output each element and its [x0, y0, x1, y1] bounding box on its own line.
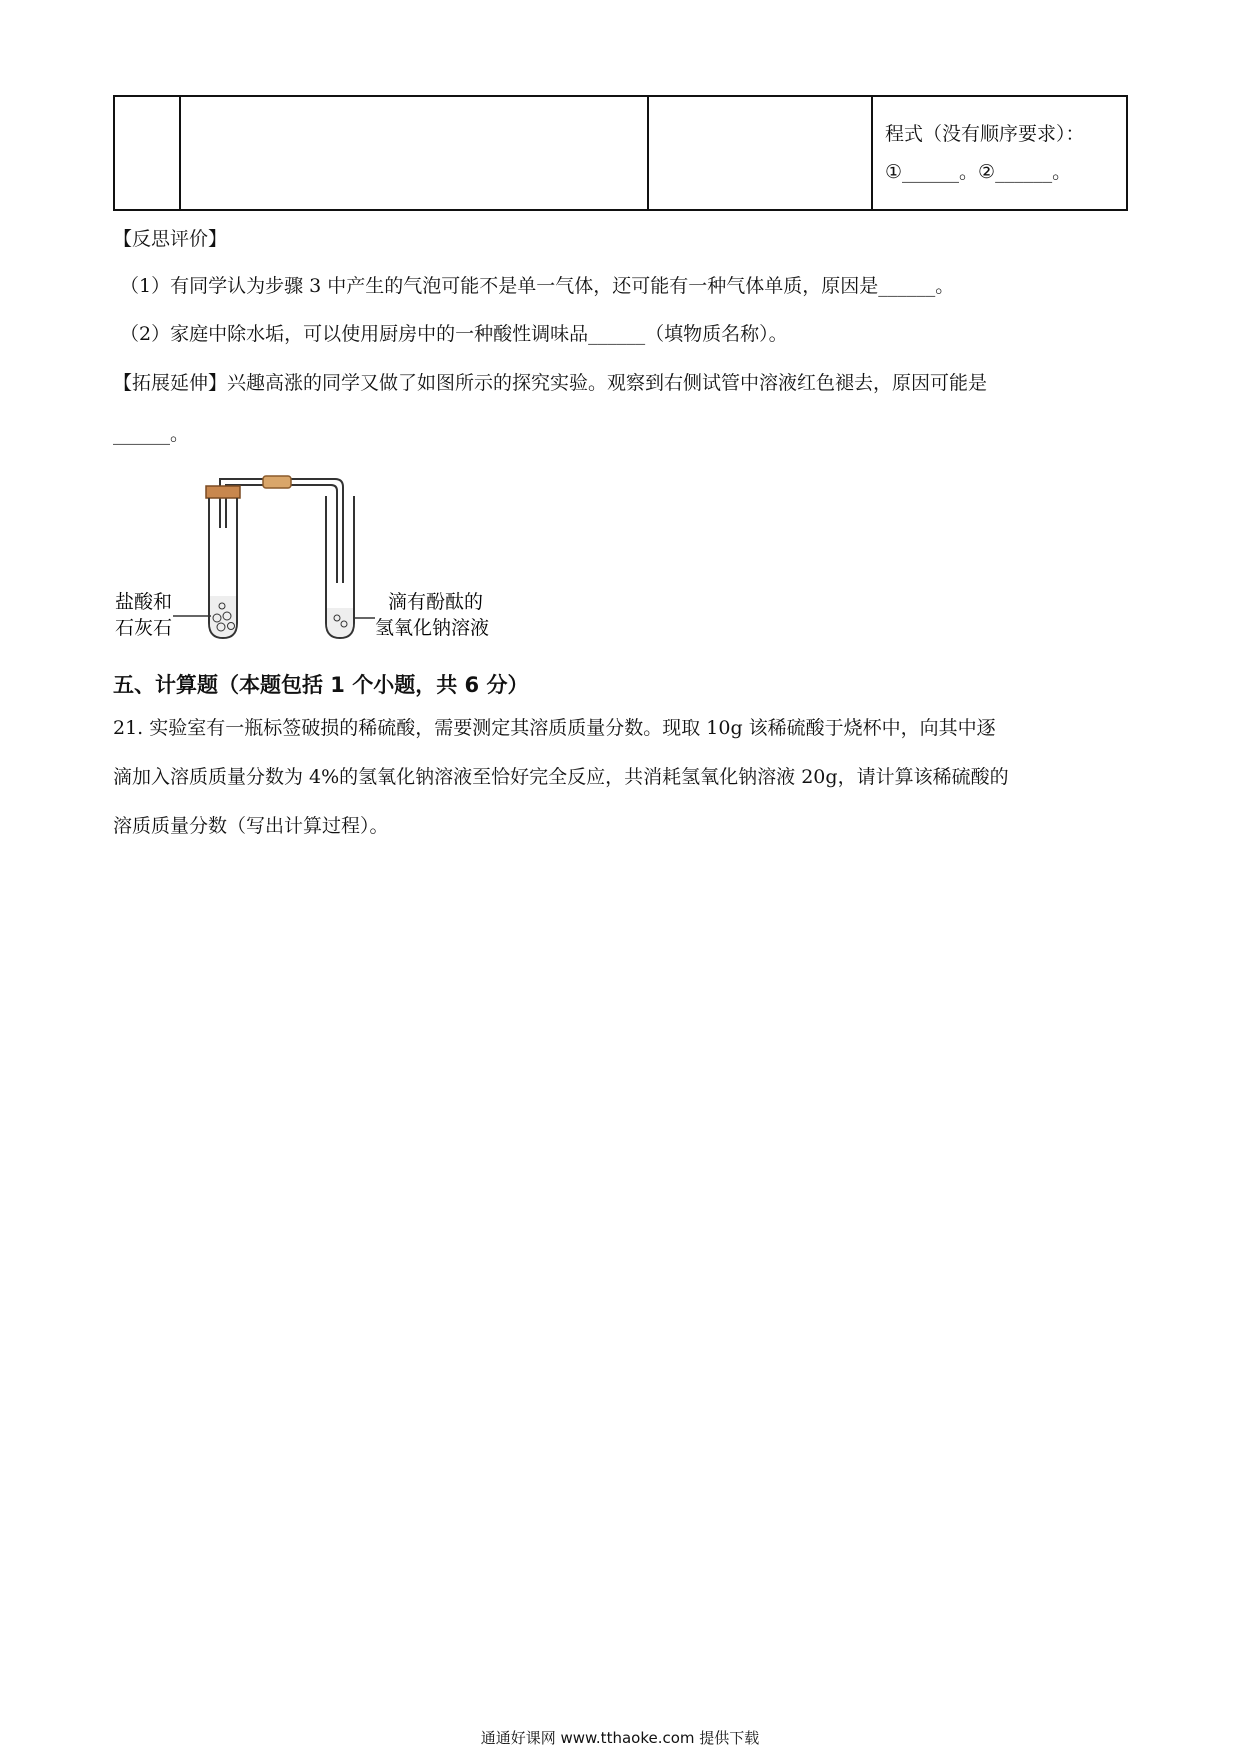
extension-text-1: 【拓展延伸】兴趣高涨的同学又做了如图所示的探究实验。观察到右侧试管中溶液红色褪去，原因可能是: [113, 372, 988, 394]
table-cell-conclusion: [872, 96, 1127, 210]
left-label-2: 石灰石: [115, 617, 173, 639]
stopper-icon: [206, 486, 240, 498]
left-label-1: 盐酸和: [115, 591, 173, 613]
extension-text-2: ______。: [113, 423, 190, 445]
page-footer: 通通好课网 www.tthaoke.com 提供下载: [480, 1729, 760, 1747]
question-21-line-2: 滴加入溶质质量分数为 4%的氢氧化钠溶液至恰好完全反应，共消耗氢氧化钠溶液 20g，请计算该稀硫酸的: [113, 766, 1009, 788]
question-21-line-1: 21. 实验室有一瓶标签破损的稀硫酸，需要测定其溶质质量分数。现取 10g 该稀硫酸于烧杯中，向其中逐: [113, 717, 996, 739]
reflection-heading: 【反思评价】: [113, 228, 228, 250]
question-21-line-3: 溶质质量分数（写出计算过程）。: [113, 815, 389, 837]
right-label-1: 滴有酚酞的: [388, 591, 484, 613]
reflection-question-2: （2）家庭中除水垢，可以使用厨房中的一种酸性调味品______（填物质名称）。: [120, 323, 788, 345]
table-cell-steps: [180, 96, 648, 210]
table-cell-phenomenon: [648, 96, 872, 210]
reflection-question-1: （1）有同学认为步骤 3 中产生的气泡可能不是单一气体，还可能有一种气体单质，原因是______。: [120, 275, 955, 297]
table-cell-number: [114, 96, 180, 210]
conclusion-text-1: 程式（没有顺序要求）：: [885, 123, 1085, 145]
right-label-2: 氢氧化钠溶液: [375, 617, 490, 639]
section-5-heading: 五、计算题（本题包括 1 个小题，共 6 分）: [113, 673, 529, 697]
answer-table: [113, 95, 1128, 211]
experiment-diagram: [113, 458, 533, 648]
conclusion-text-2: ①______。②______。: [885, 161, 1072, 183]
rubber-connector: [263, 476, 291, 488]
